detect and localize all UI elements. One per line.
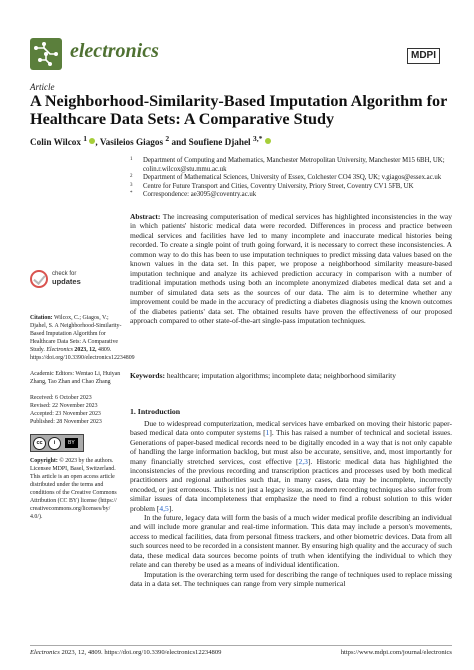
citation-link[interactable]: 2,3 xyxy=(298,456,308,466)
author-separator: , xyxy=(95,137,100,148)
affiliation-mark: * xyxy=(130,191,133,197)
citation-link[interactable]: 4,5 xyxy=(159,503,169,513)
revised-date: Revised: 22 November 2023 xyxy=(30,403,98,409)
author-affiliation-mark: 1 xyxy=(83,134,88,143)
article-info-sidebar xyxy=(30,314,135,529)
publisher-logo[interactable]: MDPI xyxy=(407,48,440,64)
affiliation-mark: 1 xyxy=(130,157,133,162)
affiliation-text: Department of Computing and Mathematics, Manchester Metropolitan University, Manchester M15 6BH, UK; colin.r.wilcox@stu.mmu.ac.uk xyxy=(143,157,445,173)
received-date: Received: 6 October 2023 xyxy=(30,395,92,401)
footer-journal: Electronics xyxy=(30,649,60,656)
journal-logo-icon xyxy=(30,38,62,70)
introduction-body xyxy=(130,419,452,588)
journal-name[interactable]: electronics xyxy=(70,40,159,62)
paragraph xyxy=(130,419,452,513)
citation-block xyxy=(30,314,135,362)
author-affiliation-mark: 3,* xyxy=(252,134,263,143)
paragraph: Imputation is the overarching term used for describing the range of techniques used to replace missing data in a data set. The techniques can range from very simple numerical xyxy=(130,569,452,588)
footer-journal-link[interactable]: https://www.mdpi.com/journal/electronics xyxy=(340,649,452,656)
affiliation-item xyxy=(130,183,460,192)
affiliation-mark: 2 xyxy=(130,174,133,180)
article-type: Article xyxy=(30,82,55,92)
author-name[interactable]: Soufiene Djahel xyxy=(188,137,251,148)
dates-block xyxy=(30,394,122,426)
published-date: Published: 28 November 2023 xyxy=(30,419,102,425)
affiliation-item xyxy=(130,157,460,174)
keywords-label: Keywords: xyxy=(130,371,165,380)
paragraph: In the future, legacy data will form the basis of a much wider medical profile describing an individual and will include more granular and real-time information. This data may include a person's movements, access to medical facilities, data from personal fitness trackers, and other biometric devices. Data from all such sources need to be recorded in a consistent manner. By ensuring high quality and the accuracy of such data, these medical data sources become points of truth when identifying the individual to which they relate and can thereby be used as a means of individual identification. xyxy=(130,513,452,570)
cc-by-label: BY xyxy=(65,438,78,448)
author-name[interactable]: Colin Wilcox xyxy=(30,137,81,148)
check-for-updates-button[interactable] xyxy=(30,268,90,298)
footer-doi-link[interactable]: https://doi.org/10.3390/electronics12234809 xyxy=(104,649,222,656)
paragraph-text: ]. xyxy=(168,503,174,513)
paper-title: A Neighborhood-Similarity-Based Imputation Algorithm for Healthcare Data Sets: A Comparative Study xyxy=(30,92,448,128)
affiliation-text: Department of Mathematical Sciences, University of Essex, Colchester CO4 3SQ, UK; v.giagos@essex.ac.uk xyxy=(143,174,442,182)
citation-label: Citation: xyxy=(30,315,53,321)
affiliation-mark: 3 xyxy=(130,182,133,188)
cc-icon: cc xyxy=(33,437,46,450)
author-separator: and xyxy=(169,137,189,148)
paragraph-text: Due to widespread computerization, medical services have embarked on moving their historic paper-based medical data onto computer systems [ xyxy=(130,419,452,438)
academic-editors: Academic Editors: Wentao Li, Huiyan Zhang, Tao Zhan and Chao Zhang xyxy=(30,371,121,385)
affiliation-text: Centre for Future Transport and Cities, Coventry University, Priory Street, Coventry CV1 5FB, UK xyxy=(143,182,414,190)
citation-doi-link[interactable]: 4809. https://doi.org/10.3390/electronics12234809 xyxy=(30,347,135,361)
accepted-date: Accepted: 23 November 2023 xyxy=(30,411,101,417)
affiliation-item xyxy=(130,174,460,183)
paragraph-text: ]. This has raised a number of technical and societal issues. Generations of paper-based medical records need to be digitally encoded in a way that is not only capable of handling the large information backlog, but must also be accurate, sensitive, and, most importantly for many financially stretched services, cost effective [ xyxy=(130,428,452,466)
citation-link[interactable]: 1 xyxy=(265,428,270,438)
affiliation-item xyxy=(130,191,460,200)
author-name[interactable]: Vasileios Giagos xyxy=(99,137,164,148)
abstract-text: The increasing computerisation of medical services has highlighted inconsistencies in the way in which patients' historic medical data were recorded. Differences in process and practice between medical services and facilities have led to many incomplete and inaccurate medical histories being recorded. To create a single point of truth going forward, it is necessary to correct these inconsistencies. A common way to do this has been to use imputation techniques to predict missing data values based on the known values in the data set. In this paper, we propose a neighborhood similarity measure-based imputation technique and analyze its achieved prediction accuracy in comparison with a number of traditional imputation methods using both an incomplete anonymized diabetes medical data set and a number of simulated data sets as the sources of our data. The aim is to determine whether any improvement could be made in the accuracy of predicting a diabetes diagnosis using the known outcomes of the diabetes patients' data set. The obtained results have proven the effectiveness of our proposed approach compared to other state-of-the-art single-pass imputation techniques. xyxy=(130,212,452,325)
check-icon xyxy=(30,270,48,288)
keywords xyxy=(130,371,452,380)
citation-text: Wilcox, C.; Giagos, V.; Djahel, S. A Neighborhood-Similarity-Based Imputation Algorithm for Healthcare Data Sets: A Comparative Study. xyxy=(30,315,122,353)
author-list xyxy=(30,134,271,147)
abstract-label: Abstract: xyxy=(130,212,161,221)
section-heading: 1. Introduction xyxy=(130,407,181,416)
attribution-icon: i xyxy=(48,437,61,450)
copyright-label: Copyright: xyxy=(30,458,58,464)
keywords-text: healthcare; imputation algorithms; incomplete data; neighborhood similarity xyxy=(166,371,396,380)
cc-license-badge[interactable] xyxy=(30,434,84,452)
check-for-updates-label xyxy=(52,271,81,285)
check-label-line: check for xyxy=(52,271,77,277)
check-label-updates: updates xyxy=(52,277,81,286)
abstract xyxy=(130,212,452,325)
paragraph-text: ]. Historic medical data has highlighted the inconsistencies of the previous recording and transcription practices and processes used by both medical practitioners and regional authorities such that, in many cases, data may be incomplete, incorrectly encoded, or just erroneous. This is not just a legacy issue, as modern recording techniques also suffer from similar issues of data incompleteness that emphasize the need to find a robust solution to this wider problem [ xyxy=(130,456,452,513)
footer-divider xyxy=(30,645,452,646)
orcid-icon[interactable] xyxy=(265,138,271,144)
affiliations xyxy=(130,157,460,200)
author-affiliation-mark: 2 xyxy=(165,134,170,143)
footer-cite: 2023, 12, 4809. xyxy=(61,649,103,656)
citation-journal: Electronics xyxy=(46,347,73,353)
footer-citation xyxy=(30,649,221,656)
affiliation-text: Correspondence: ae3095@coventry.ac.uk xyxy=(143,191,257,199)
citation-year: 2023, 12, xyxy=(74,347,97,353)
copyright-block xyxy=(30,457,122,521)
copyright-text: © 2023 by the authors. Licensee MDPI, Basel, Switzerland. This article is an open access article distributed under the terms and conditions of the Creative Commons Attribution (CC BY) license (https:// creativecommons.org/licenses/by/ 4.0/). xyxy=(30,458,117,520)
